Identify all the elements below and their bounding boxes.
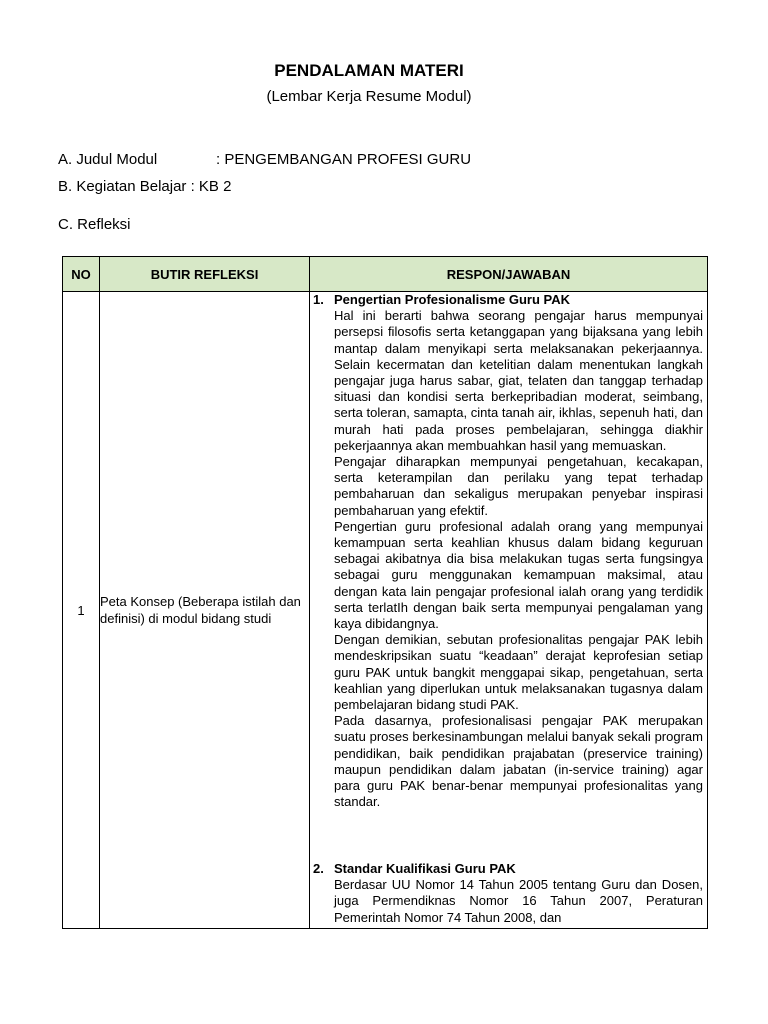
section-heading xyxy=(313,292,703,308)
section-body xyxy=(334,877,703,926)
reflection-heading xyxy=(58,216,131,233)
learning-activity-value: : KB 2 xyxy=(186,178,232,195)
column-header-no: NO xyxy=(63,257,100,292)
butir-cell: Peta Konsep (Beberapa istilah dan definisi) di modul bidang studi xyxy=(100,292,310,929)
section-paragraph: Pengertian guru profesional adalah orang yang mempunyai kemampuan serta keahlian khusus dalam bidang keguruan sebagai akibatnya dia bisa melakukan tugas serta fungsingya sebagai guru menggunakan kemampuan maksimal, atau dengan kata lain pengajar profesional ialah orang yang terdidik serta terlatIh dengan baik serta mempunyai pengalaman yang kaya dibidangnya. xyxy=(334,518,703,632)
reflection-label: C. Refleksi xyxy=(58,216,131,233)
respon-section xyxy=(313,861,703,926)
table-header-row xyxy=(63,257,708,292)
respon-content xyxy=(310,292,707,928)
module-title-label: A. Judul Modul xyxy=(58,151,158,168)
column-header-butir: BUTIR REFLEKSI xyxy=(100,257,310,292)
section-title: Pengertian Profesionalisme Guru PAK xyxy=(334,292,570,307)
section-number: 2. xyxy=(313,861,324,876)
learning-activity-label: B. Kegiatan Belajar xyxy=(58,178,187,195)
module-title-value: : PENGEMBANGAN PROFESI GURU xyxy=(216,151,472,168)
reflection-table xyxy=(62,256,708,929)
page-subtitle: (Lembar Kerja Resume Modul) xyxy=(266,88,472,105)
table-row xyxy=(63,292,708,929)
row-number-cell: 1 xyxy=(63,292,100,929)
respon-section xyxy=(313,292,703,811)
section-paragraph: Berdasar UU Nomor 14 Tahun 2005 tentang Guru dan Dosen, juga Permendiknas Nomor 16 Tahun 2007, Peraturan Pemerintah Nomor 74 Tahun 2008, dan xyxy=(334,877,703,925)
section-paragraph: Dengan demikian, sebutan profesionalitas pengajar PAK lebih mendeskripsikan suatu “keadaan” derajat keprofesian setiap guru PAK untuk bangkit menggapai sikap, pengetahuan, serta keahlian yang diperlukan untuk melaksanakan tugasnya dalam pembelajaran bidang studi PAK. xyxy=(334,632,703,713)
section-heading xyxy=(313,861,703,877)
module-title-row xyxy=(58,151,471,168)
section-title: Standar Kualifikasi Guru PAK xyxy=(334,861,516,876)
section-paragraph: Hal ini berarti bahwa seorang pengajar harus mempunyai persepsi filosofis serta ketanggapan yang bijaksana yang lebih mantap dalam menyikapi serta melaksanakan pekerjaannya. Selain kecermatan dan ketelitian dalam menentukan langkah pengajar juga harus sabar, giat, telaten dan tanggap terhadap situasi dan kondisi serta berkepribadian moderat, seimbang, serta toleran, samapta, cinta tanah air, ikhlas, sepenuh hati, dan murah hati pada proses pembelajaran, sehingga diakhir pekerjaannya akan membuahkan hasil yang memuaskan. xyxy=(334,308,703,453)
section-number: 1. xyxy=(313,292,324,307)
learning-activity-row xyxy=(58,178,231,195)
page-title: PENDALAMAN MATERI xyxy=(274,61,464,80)
section-paragraph: Pengajar diharapkan mempunyai pengetahuan, kecakapan, serta keterampilan dan perilaku yang tepat terhadap pembaharuan dan sekaligus merupakan penyebar inspirasi pembaharuan yang efektif. xyxy=(334,454,703,518)
column-header-respon: RESPON/JAWABAN xyxy=(310,257,708,292)
section-paragraph: Pada dasarnya, profesionalisasi pengajar PAK merupakan suatu proses berkesinambungan melalui banyak sekali program pendidikan, baik pendidikan prajabatan (preservice training) maupun pendidikan dalam jabatan (in-service training) agar para guru PAK benar-benar mempunyai profesionalitas yang standar. xyxy=(334,713,703,810)
section-body xyxy=(334,308,703,810)
respon-cell xyxy=(310,292,708,929)
